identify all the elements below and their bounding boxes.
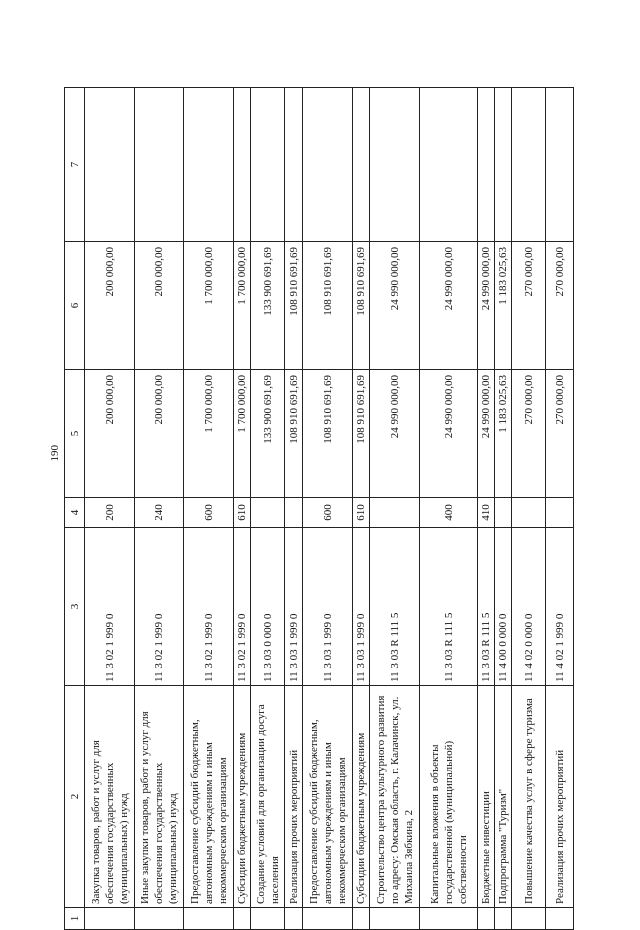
header-col-5: 5 <box>65 370 85 498</box>
cell-col-7 <box>135 88 184 242</box>
cell-code: 11 3 03 1 999 0 <box>303 528 353 686</box>
table-row <box>85 88 135 930</box>
table-header-row <box>65 88 85 930</box>
header-col-6: 6 <box>65 242 85 370</box>
cell-name: Закупка товаров, работ и услуг для обеспечения государственных (муниципальных) нужд <box>85 686 135 908</box>
cell-col-5: 24 990 000,00 <box>370 370 420 498</box>
cell-col-5: 200 000,00 <box>85 370 135 498</box>
budget-table-container <box>64 88 573 930</box>
cell-col-7 <box>353 88 370 242</box>
cell-type <box>285 498 303 528</box>
cell-code: 11 4 02 1 999 0 <box>546 528 574 686</box>
cell-col-6: 1 183 025,63 <box>495 242 512 370</box>
cell-col-1 <box>353 908 370 930</box>
cell-type: 200 <box>85 498 135 528</box>
cell-code: 11 3 02 1 999 0 <box>135 528 184 686</box>
cell-col-1 <box>303 908 353 930</box>
cell-col-7 <box>184 88 234 242</box>
cell-type <box>495 498 512 528</box>
table-row <box>420 88 478 930</box>
cell-code: 11 3 02 1 999 0 <box>85 528 135 686</box>
cell-code: 11 3 03 R 111 5 <box>478 528 495 686</box>
cell-col-5: 108 910 691,69 <box>303 370 353 498</box>
table-row <box>251 88 285 930</box>
cell-col-6: 1 700 000,00 <box>184 242 234 370</box>
cell-col-5: 1 700 000,00 <box>234 370 251 498</box>
cell-type: 600 <box>184 498 234 528</box>
header-col-1: 1 <box>65 908 85 930</box>
cell-col-7 <box>285 88 303 242</box>
cell-col-5: 1 183 025,63 <box>495 370 512 498</box>
cell-code: 11 3 02 1 999 0 <box>234 528 251 686</box>
budget-table <box>64 87 574 930</box>
table-row <box>353 88 370 930</box>
cell-col-5: 24 990 000,00 <box>420 370 478 498</box>
cell-col-1 <box>251 908 285 930</box>
cell-col-6: 200 000,00 <box>85 242 135 370</box>
cell-col-1 <box>370 908 420 930</box>
cell-col-5: 108 910 691,69 <box>285 370 303 498</box>
cell-col-7 <box>370 88 420 242</box>
table-row <box>478 88 495 930</box>
cell-name: Подпрограмма "Туризм" <box>495 686 512 908</box>
cell-name: Субсидии бюджетным учреждениям <box>234 686 251 908</box>
header-col-7: 7 <box>65 88 85 242</box>
cell-name: Создание условий для организации досуга населения <box>251 686 285 908</box>
table-row <box>303 88 353 930</box>
cell-type: 600 <box>303 498 353 528</box>
cell-name: Реализация прочих мероприятий <box>546 686 574 908</box>
cell-type <box>370 498 420 528</box>
cell-col-1 <box>234 908 251 930</box>
header-col-2: 2 <box>65 686 85 908</box>
cell-col-1 <box>85 908 135 930</box>
table-row <box>234 88 251 930</box>
cell-code: 11 3 03 0 000 0 <box>251 528 285 686</box>
cell-col-6: 24 990 000,00 <box>478 242 495 370</box>
cell-col-6: 270 000,00 <box>546 242 574 370</box>
cell-col-1 <box>285 908 303 930</box>
cell-code: 11 3 03 R 111 5 <box>370 528 420 686</box>
cell-col-6: 108 910 691,69 <box>285 242 303 370</box>
cell-col-6: 108 910 691,69 <box>303 242 353 370</box>
cell-type: 240 <box>135 498 184 528</box>
page-number: 190 <box>49 445 61 462</box>
cell-col-6: 24 990 000,00 <box>420 242 478 370</box>
cell-code: 11 3 03 R 111 5 <box>420 528 478 686</box>
cell-type: 610 <box>353 498 370 528</box>
cell-col-6: 1 700 000,00 <box>234 242 251 370</box>
cell-col-5: 108 910 691,69 <box>353 370 370 498</box>
cell-code: 11 3 03 1 999 0 <box>285 528 303 686</box>
cell-col-6: 200 000,00 <box>135 242 184 370</box>
cell-name: Субсидии бюджетным учреждениям <box>353 686 370 908</box>
table-row <box>546 88 574 930</box>
cell-type: 400 <box>420 498 478 528</box>
cell-name: Иные закупки товаров, работ и услуг для обеспечения государственных (муниципальных) нужд <box>135 686 184 908</box>
cell-col-5: 24 990 000,00 <box>478 370 495 498</box>
cell-col-5: 270 000,00 <box>546 370 574 498</box>
cell-col-6: 108 910 691,69 <box>353 242 370 370</box>
cell-col-1 <box>420 908 478 930</box>
cell-col-1 <box>495 908 512 930</box>
cell-col-7 <box>251 88 285 242</box>
cell-name: Реализация прочих мероприятий <box>285 686 303 908</box>
header-col-4: 4 <box>65 498 85 528</box>
cell-type <box>251 498 285 528</box>
cell-col-5: 200 000,00 <box>135 370 184 498</box>
header-col-3: 3 <box>65 528 85 686</box>
cell-col-7 <box>478 88 495 242</box>
cell-col-5: 133 900 691,69 <box>251 370 285 498</box>
cell-col-1 <box>546 908 574 930</box>
cell-name: Бюджетные инвестиции <box>478 686 495 908</box>
cell-name: Строительство центра культурного развития по адресу: Омская область, г. Калачинск, ул. Михаила Зябкина, 2 <box>370 686 420 908</box>
cell-col-7 <box>512 88 546 242</box>
cell-col-6: 24 990 000,00 <box>370 242 420 370</box>
cell-name: Капитальные вложения в объекты государственной (муниципальной) собственности <box>420 686 478 908</box>
cell-code: 11 4 02 0 000 0 <box>512 528 546 686</box>
table-row <box>370 88 420 930</box>
cell-type <box>546 498 574 528</box>
table-row <box>285 88 303 930</box>
cell-code: 11 3 03 1 999 0 <box>353 528 370 686</box>
cell-col-6: 133 900 691,69 <box>251 242 285 370</box>
cell-col-1 <box>184 908 234 930</box>
cell-name: Предоставление субсидий бюджетным, автономным учреждениям и иным некоммерческим организациям <box>184 686 234 908</box>
cell-col-7 <box>234 88 251 242</box>
cell-col-5: 270 000,00 <box>512 370 546 498</box>
table-row <box>184 88 234 930</box>
cell-col-5: 1 700 000,00 <box>184 370 234 498</box>
cell-type <box>512 498 546 528</box>
cell-name: Повышение качества услуг в сфере туризма <box>512 686 546 908</box>
cell-col-7 <box>85 88 135 242</box>
cell-col-6: 270 000,00 <box>512 242 546 370</box>
cell-col-7 <box>495 88 512 242</box>
table-row <box>135 88 184 930</box>
cell-col-7 <box>420 88 478 242</box>
cell-type: 610 <box>234 498 251 528</box>
cell-col-1 <box>135 908 184 930</box>
cell-col-1 <box>478 908 495 930</box>
table-row <box>495 88 512 930</box>
cell-col-1 <box>512 908 546 930</box>
cell-type: 410 <box>478 498 495 528</box>
table-row <box>512 88 546 930</box>
cell-code: 11 3 02 1 999 0 <box>184 528 234 686</box>
cell-col-7 <box>546 88 574 242</box>
cell-name: Предоставление субсидий бюджетным, автономным учреждениям и иным некоммерческим организациям <box>303 686 353 908</box>
cell-col-7 <box>303 88 353 242</box>
cell-code: 11 4 00 0 000 0 <box>495 528 512 686</box>
